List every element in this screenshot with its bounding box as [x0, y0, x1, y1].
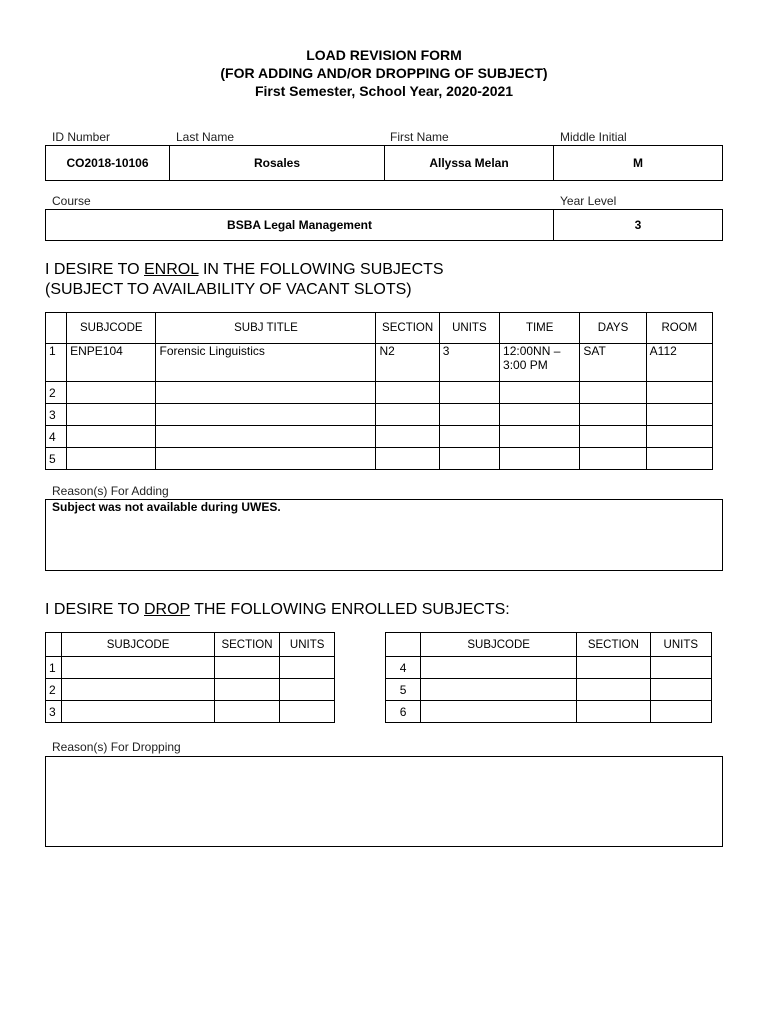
time-cell[interactable] — [500, 382, 580, 404]
reason-adding-label: Reason(s) For Adding — [52, 484, 169, 498]
course-label: Course — [52, 194, 91, 208]
reason-dropping-label: Reason(s) For Dropping — [52, 740, 181, 754]
table-row — [46, 679, 335, 701]
subjtitle-cell[interactable] — [156, 404, 376, 426]
row-number: 1 — [46, 344, 67, 382]
units-cell[interactable] — [439, 382, 499, 404]
col-header-section: SECTION — [376, 313, 439, 344]
row-number: 5 — [46, 448, 67, 470]
year-level-label: Year Level — [560, 194, 617, 208]
section-cell[interactable] — [577, 701, 650, 723]
row-number: 4 — [386, 657, 421, 679]
subjtitle-cell[interactable] — [156, 426, 376, 448]
table-row — [46, 657, 335, 679]
reason-dropping-field[interactable] — [45, 756, 723, 847]
drop-table-header — [46, 633, 335, 657]
table-row — [386, 701, 712, 723]
col-header — [386, 633, 421, 657]
last-name-field[interactable]: Rosales — [170, 146, 385, 180]
days-cell[interactable] — [580, 448, 646, 470]
subjcode-cell[interactable] — [62, 657, 214, 679]
subjcode-cell[interactable] — [421, 657, 577, 679]
time-cell[interactable] — [500, 404, 580, 426]
year-level-field[interactable]: 3 — [634, 218, 642, 232]
table-row — [386, 657, 712, 679]
table-row — [46, 448, 713, 470]
units-cell[interactable] — [650, 657, 711, 679]
col-header — [46, 633, 62, 657]
days-cell[interactable]: SAT — [580, 344, 646, 382]
id-number-field[interactable]: CO2018-10106 — [46, 146, 170, 180]
row-number: 4 — [46, 426, 67, 448]
subjcode-cell[interactable] — [62, 679, 214, 701]
form-term: First Semester, School Year, 2020-2021 — [254, 83, 514, 99]
days-cell[interactable] — [580, 426, 646, 448]
table-row — [46, 382, 713, 404]
first-name-label: First Name — [390, 130, 449, 144]
table-row — [386, 679, 712, 701]
section-cell[interactable] — [577, 657, 650, 679]
row-number: 3 — [46, 701, 62, 723]
col-header-days: DAYS — [580, 313, 646, 344]
row-number: 2 — [46, 679, 62, 701]
units-cell[interactable] — [650, 701, 711, 723]
subjcode-cell[interactable] — [67, 426, 156, 448]
section-cell[interactable] — [214, 679, 280, 701]
time-cell[interactable]: 12:00NN – 3:00 PM — [500, 344, 580, 382]
col-header-time: TIME — [500, 313, 580, 344]
section-cell[interactable]: N2 — [376, 344, 439, 382]
units-cell[interactable] — [280, 679, 335, 701]
row-number: 2 — [46, 382, 67, 404]
subjtitle-cell[interactable]: Forensic Linguistics — [156, 344, 376, 382]
subjcode-cell[interactable] — [421, 701, 577, 723]
col-header-units: UNITS — [650, 633, 711, 657]
course-field[interactable]: BSBA Legal Management — [46, 210, 554, 240]
col-header-subjcode: SUBJCODE — [67, 313, 156, 344]
table-row — [46, 344, 713, 382]
row-number: 6 — [386, 701, 421, 723]
units-cell[interactable] — [280, 701, 335, 723]
subjtitle-cell[interactable] — [156, 382, 376, 404]
units-cell[interactable] — [439, 426, 499, 448]
last-name-label: Last Name — [176, 130, 235, 144]
table-row — [46, 404, 713, 426]
first-name-field[interactable]: Allyssa Melan — [385, 146, 554, 180]
col-header-subjtitle: SUBJ TITLE — [156, 313, 376, 344]
enrol-heading: I DESIRE TO ENROL IN THE FOLLOWING SUBJECTS — [45, 261, 444, 278]
enrol-table-header — [46, 313, 713, 344]
col-header-room: ROOM — [646, 313, 712, 344]
student-info-row — [45, 145, 723, 181]
days-cell[interactable] — [580, 404, 646, 426]
middle-initial-label: Middle Initial — [560, 130, 627, 144]
drop-table-left — [45, 632, 335, 723]
enrol-heading-note: (SUBJECT TO AVAILABILITY OF VACANT SLOTS) — [45, 281, 412, 298]
room-cell[interactable] — [646, 382, 712, 404]
middle-initial-field[interactable]: M — [633, 156, 643, 170]
col-header-section: SECTION — [214, 633, 280, 657]
col-header-section: SECTION — [577, 633, 650, 657]
subjcode-cell[interactable] — [67, 382, 156, 404]
drop-table-right — [385, 632, 712, 723]
days-cell[interactable] — [580, 382, 646, 404]
col-header-subjcode: SUBJCODE — [421, 633, 577, 657]
drop-heading: I DESIRE TO DROP THE FOLLOWING ENROLLED SUBJECTS: — [45, 601, 510, 618]
room-cell[interactable] — [646, 426, 712, 448]
enrol-table — [45, 312, 713, 470]
row-number: 1 — [46, 657, 62, 679]
time-cell[interactable] — [500, 426, 580, 448]
subjcode-cell[interactable] — [421, 679, 577, 701]
subjcode-cell[interactable] — [67, 404, 156, 426]
time-cell[interactable] — [500, 448, 580, 470]
col-header — [46, 313, 67, 344]
room-cell[interactable] — [646, 404, 712, 426]
units-cell[interactable] — [439, 404, 499, 426]
row-number: 5 — [386, 679, 421, 701]
section-cell[interactable] — [214, 657, 280, 679]
units-cell[interactable] — [650, 679, 711, 701]
course-row — [45, 209, 723, 241]
section-cell[interactable] — [376, 382, 439, 404]
section-cell[interactable] — [376, 404, 439, 426]
subjcode-cell[interactable] — [67, 448, 156, 470]
subjtitle-cell[interactable] — [156, 448, 376, 470]
id-number-label: ID Number — [52, 130, 111, 144]
row-number: 3 — [46, 404, 67, 426]
units-cell[interactable]: 3 — [439, 344, 499, 382]
subjcode-cell[interactable]: ENPE104 — [67, 344, 156, 382]
col-header-subjcode: SUBJCODE — [62, 633, 214, 657]
room-cell[interactable]: A112 — [646, 344, 712, 382]
section-cell[interactable] — [214, 701, 280, 723]
col-header-units: UNITS — [280, 633, 335, 657]
reason-adding-field[interactable]: Subject was not available during UWES. — [45, 499, 723, 571]
room-cell[interactable] — [646, 448, 712, 470]
subjcode-cell[interactable] — [62, 701, 214, 723]
units-cell[interactable] — [280, 657, 335, 679]
table-row — [46, 426, 713, 448]
units-cell[interactable] — [439, 448, 499, 470]
table-row — [46, 701, 335, 723]
section-cell[interactable] — [376, 426, 439, 448]
form-title: LOAD REVISION FORM — [306, 47, 462, 63]
col-header-units: UNITS — [439, 313, 499, 344]
section-cell[interactable] — [376, 448, 439, 470]
form-subtitle: (FOR ADDING AND/OR DROPPING OF SUBJECT) — [220, 65, 548, 81]
section-cell[interactable] — [577, 679, 650, 701]
drop-table-header — [386, 633, 712, 657]
